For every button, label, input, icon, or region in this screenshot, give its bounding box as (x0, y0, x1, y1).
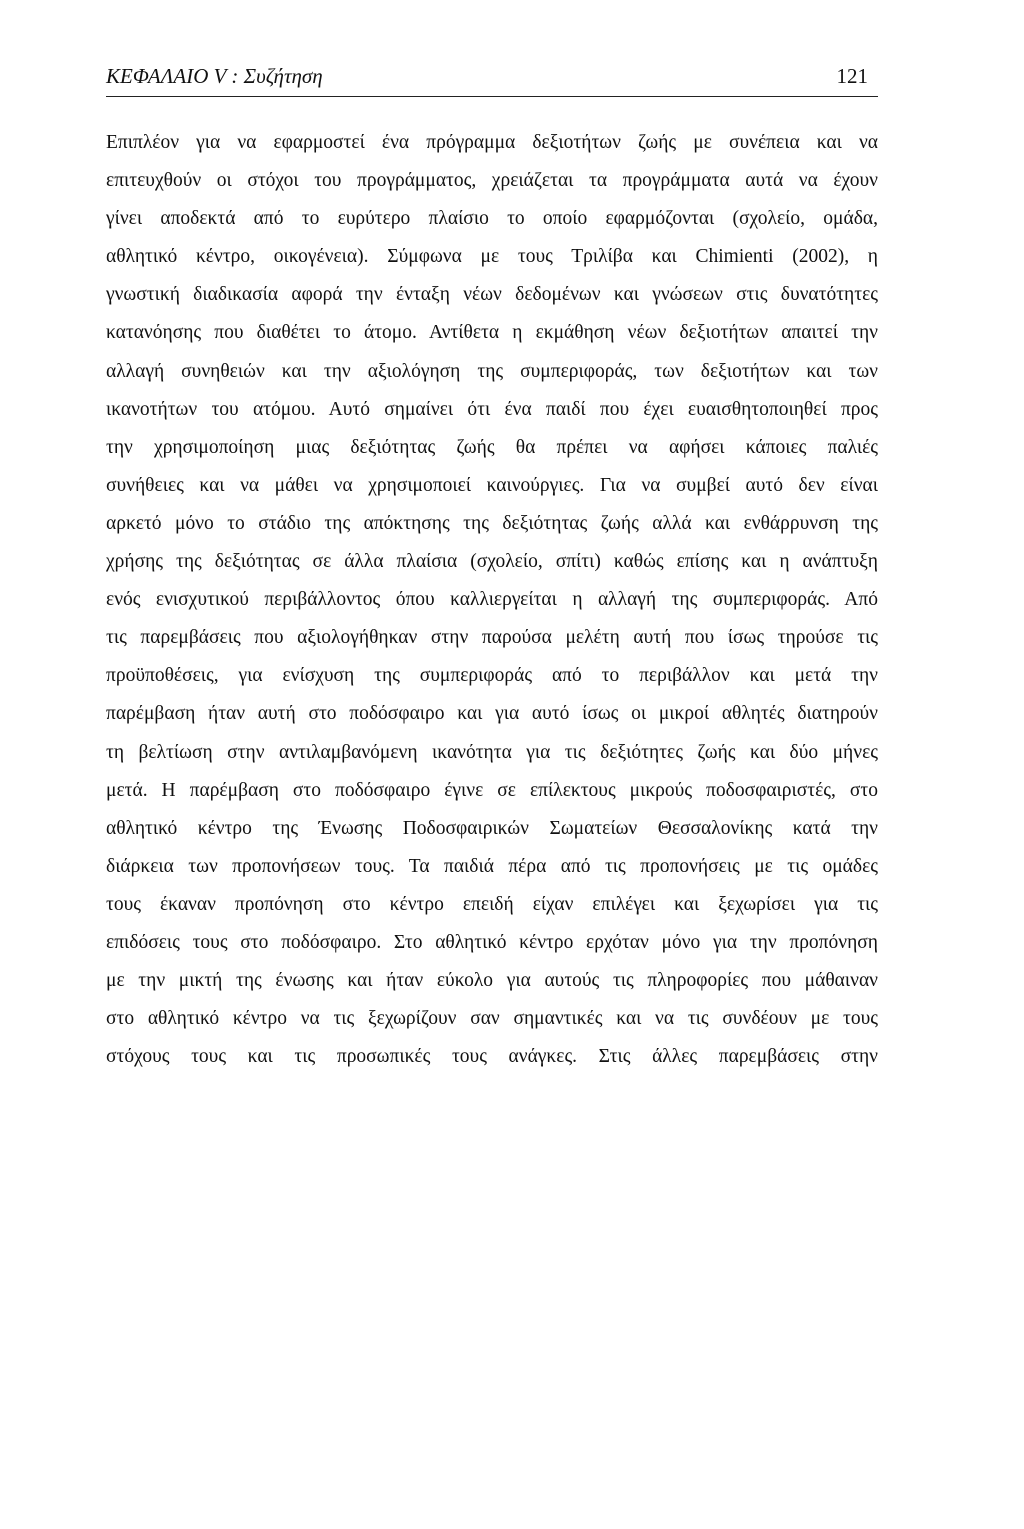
text-line: αρκετό μόνο το στάδιο της απόκτησης της δεξιότητας ζωής αλλά και ενθάρρυνση της (106, 512, 878, 534)
text-line: γνωστική διαδικασία αφορά την ένταξη νέων δεδομένων και γνώσεων στις δυνατότητες (106, 284, 878, 306)
text-line: ενός ενισχυτικού περιβάλλοντος όπου καλλιεργείται η αλλαγή της συμπεριφοράς. Από (106, 589, 878, 611)
text-line: γίνει αποδεκτά από το ευρύτερο πλαίσιο το οποίο εφαρμόζονται (σχολείο, ομάδα, (106, 208, 878, 230)
page-header (106, 62, 878, 97)
text-line: προϋποθέσεις, για ενίσχυση της συμπεριφοράς από το περιβάλλον και μετά την (106, 665, 878, 687)
page-number: 121 (836, 64, 868, 88)
text-line: αθλητικό κέντρο, οικογένεια). Σύμφωνα με τους Τριλίβα και Chimienti (2002), η (106, 246, 878, 268)
text-line: τους έκαναν προπόνηση στο κέντρο επειδή είχαν επιλέγει και ξεχωρίσει για τις (106, 893, 878, 915)
text-line: με την μικτή της ένωσης και ήταν εύκολο για αυτούς τις πληροφορίες που μάθαιναν (106, 970, 878, 992)
text-line: διάρκεια των προπονήσεων τους. Τα παιδιά πέρα από τις προπονήσεις με τις ομάδες (106, 855, 878, 877)
text-line: ικανοτήτων του ατόμου. Αυτό σημαίνει ότι ένα παιδί που έχει ευαισθητοποιηθεί προς (106, 398, 878, 420)
text-line: χρήσης της δεξιότητας σε άλλα πλαίσια (σχολείο, σπίτι) καθώς επίσης και η ανάπτυξη (106, 551, 878, 573)
text-line: την χρησιμοποίηση μιας δεξιότητας ζωής θα πρέπει να αφήσει κάποιες παλιές (106, 436, 878, 458)
chapter-title: ΚΕΦΑΛΑΙΟ V : Συζήτηση (106, 64, 323, 88)
text-line: αλλαγή συνηθειών και την αξιολόγηση της συμπεριφοράς, των δεξιοτήτων και των (106, 360, 878, 382)
text-line: Επιπλέον για να εφαρμοστεί ένα πρόγραμμα δεξιοτήτων ζωής με συνέπεια και να (106, 132, 878, 153)
text-line: παρέμβαση ήταν αυτή στο ποδόσφαιρο και για αυτό ίσως οι μικροί αθλητές διατηρούν (106, 703, 878, 725)
text-line: συνήθειες και να μάθει να χρησιμοποιεί καινούργιες. Για να συμβεί αυτό δεν είναι (106, 474, 878, 496)
text-line: επιδόσεις τους στο ποδόσφαιρο. Στο αθλητικό κέντρο ερχόταν μόνο για την προπόνηση (106, 931, 878, 953)
text-line: στο αθλητικό κέντρο να τις ξεχωρίζουν σαν σημαντικές και να τις συνδέουν με τους (106, 1008, 878, 1030)
text-line: στόχους τους και τις προσωπικές τους ανάγκες. Στις άλλες παρεμβάσεις στην (106, 1046, 878, 1068)
text-line: κατανόησης που διαθέτει το άτομο. Αντίθετα η εκμάθηση νέων δεξιοτήτων απαιτεί την (106, 322, 878, 344)
body-paragraph (106, 124, 878, 1076)
text-line: αθλητικό κέντρο της Ένωσης Ποδοσφαιρικών Σωματείων Θεσσαλονίκης κατά την (106, 817, 878, 839)
text-line: μετά. Η παρέμβαση στο ποδόσφαιρο έγινε σε επίλεκτους μικρούς ποδοσφαιριστές, στο (106, 779, 878, 801)
text-line: τη βελτίωση στην αντιλαμβανόμενη ικανότητα για τις δεξιότητες ζωής και δύο μήνες (106, 741, 878, 763)
text-line: τις παρεμβάσεις που αξιολογήθηκαν στην παρούσα μελέτη αυτή που ίσως τηρούσε τις (106, 627, 878, 649)
text-line: επιτευχθούν οι στόχοι του προγράμματος, χρειάζεται τα προγράμματα αυτά να έχουν (106, 170, 878, 192)
